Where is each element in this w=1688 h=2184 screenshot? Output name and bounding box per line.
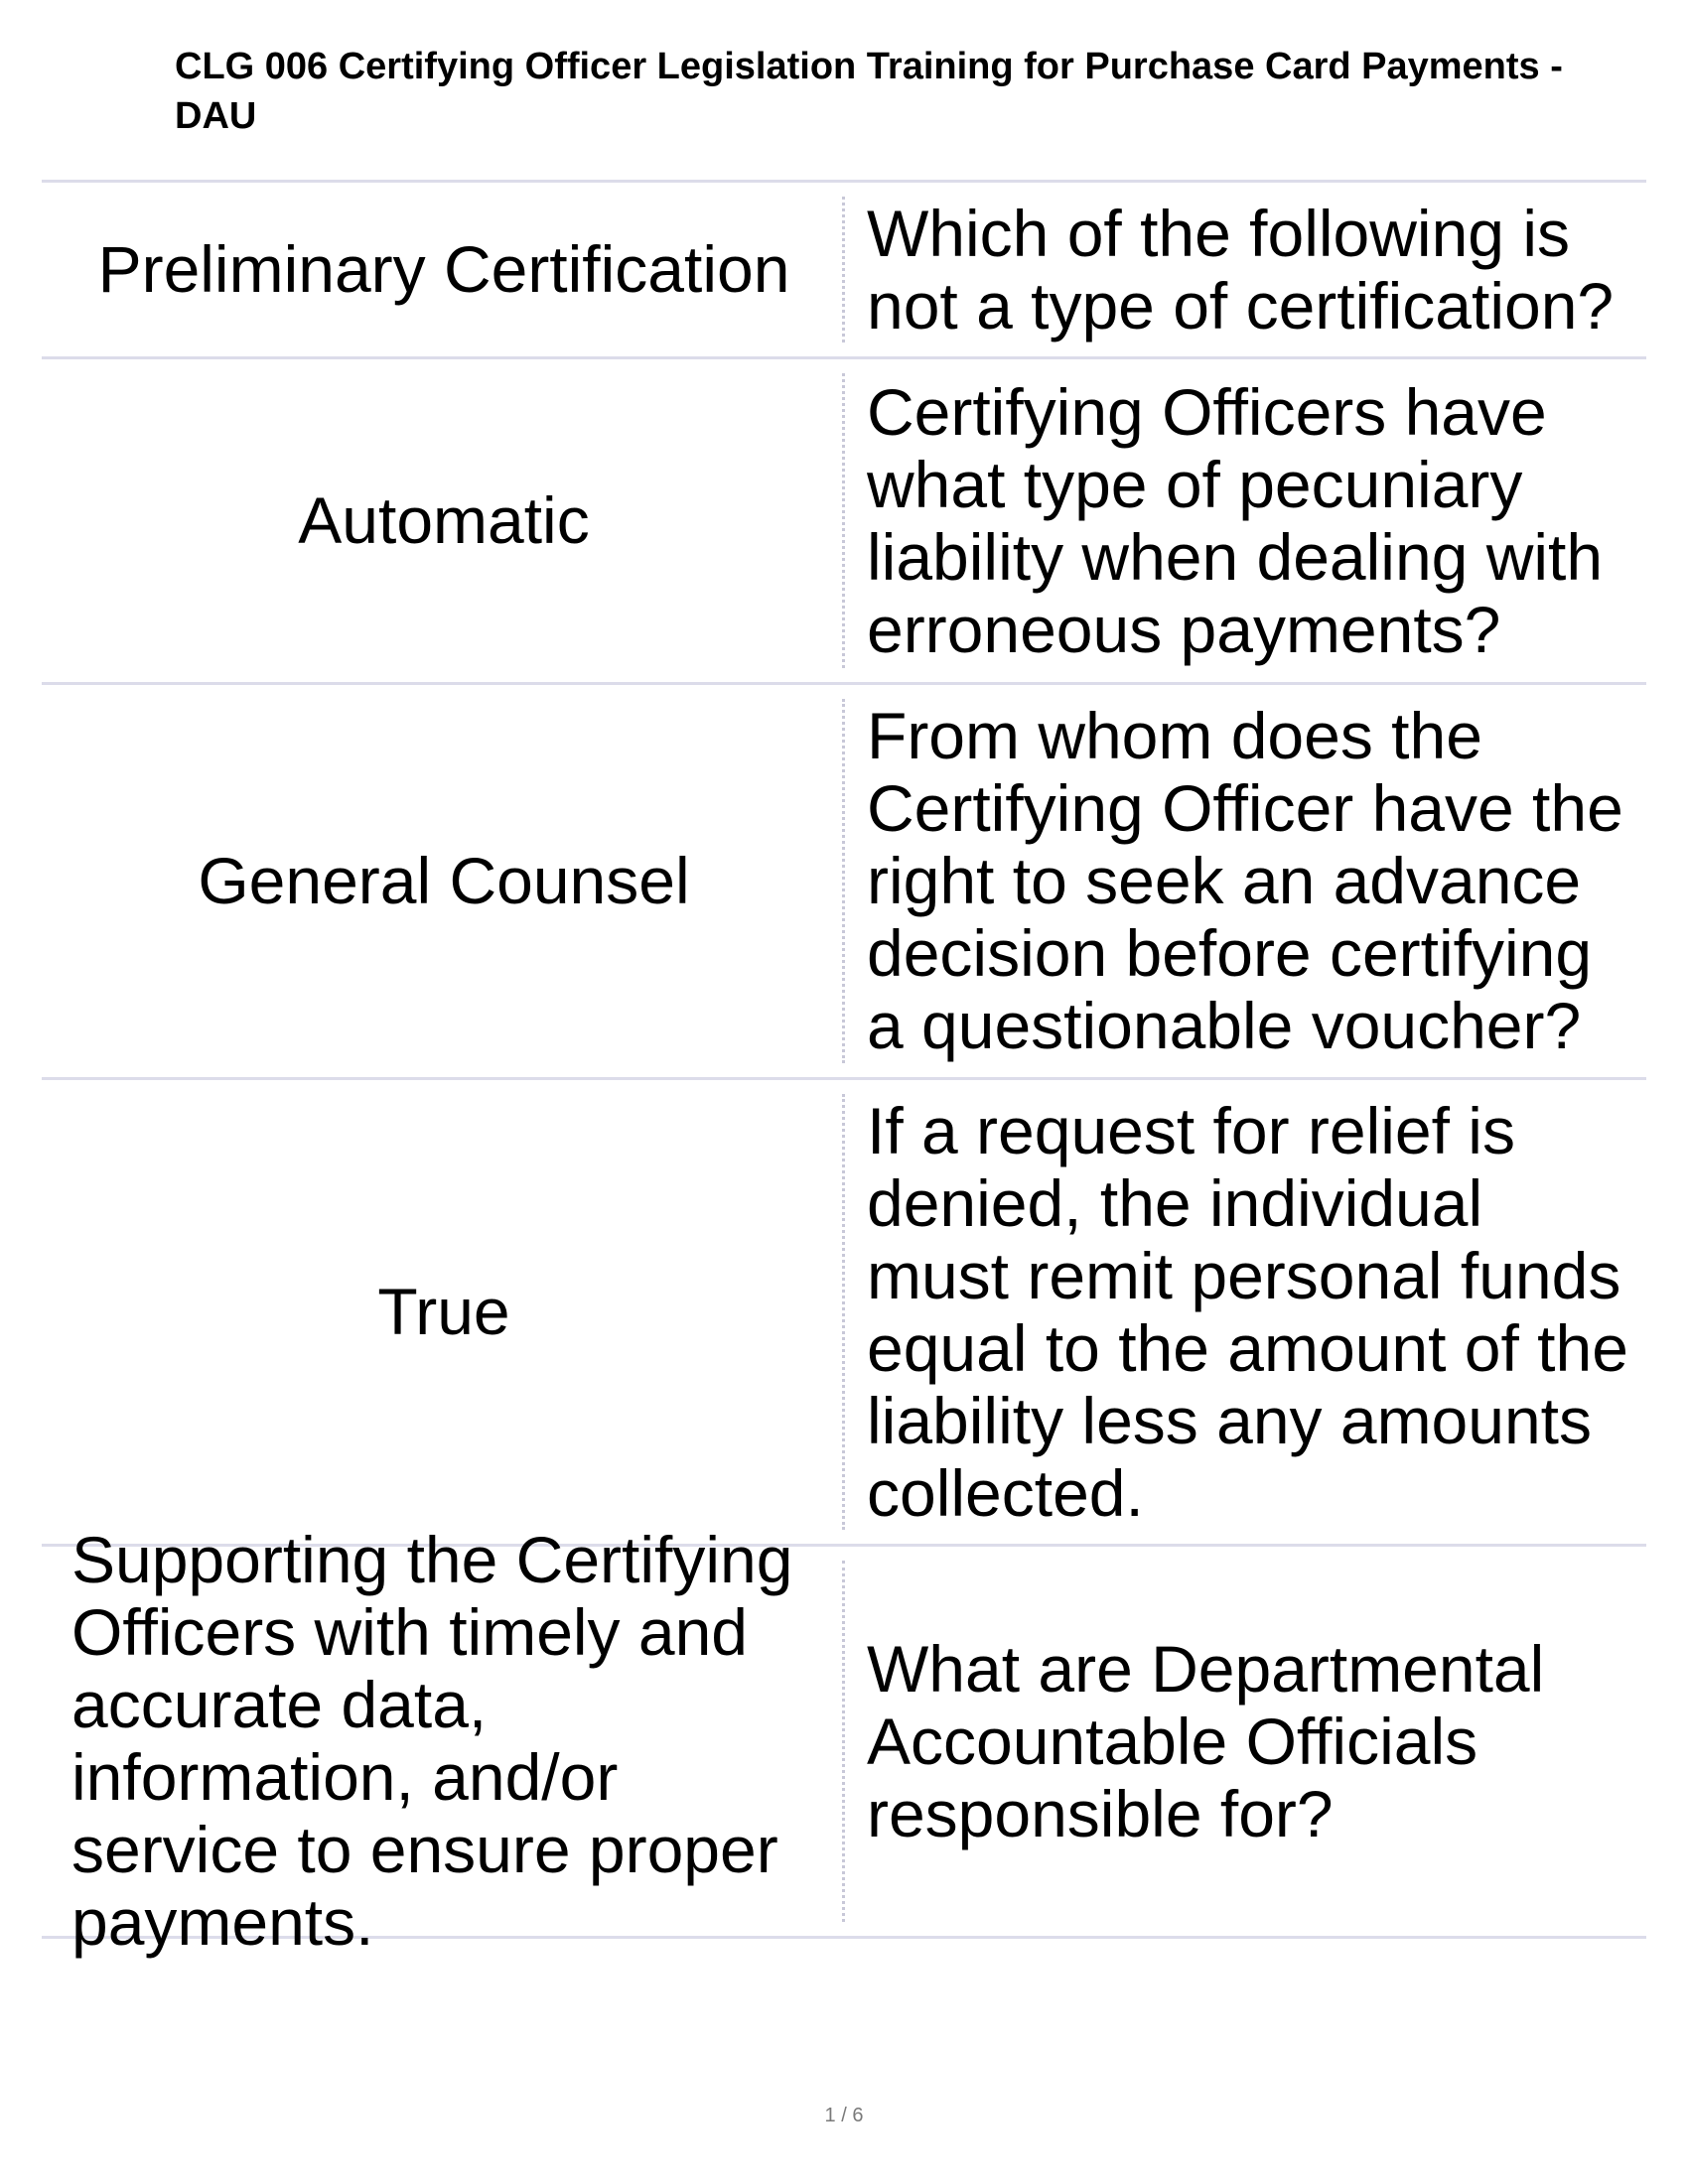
card-question-text: What are Departmental Accountable Officials responsible for? [867,1631,1545,1850]
card-answer [42,373,846,668]
flashcard [42,1523,1646,1959]
card-answer-text: Preliminary Certification [97,232,790,306]
card-answer [42,197,846,342]
flashcard [42,1077,1646,1544]
document-title: CLG 006 Certifying Officer Legislation Training for Purchase Card Payments -DAU [175,46,1563,137]
flashcard [42,180,1646,356]
card-answer [42,699,846,1063]
card-question [842,1561,1646,1922]
card-question [842,197,1646,342]
card-question-text: Certifying Officers have what type of pecuniary liability when dealing with erroneous payments? [867,374,1604,666]
card-answer [42,1523,846,1959]
card-answer-text: True [377,1275,510,1348]
card-answer-text: General Counsel [198,844,690,917]
card-question [842,1094,1646,1530]
card-question-text: Which of the following is not a type of certification? [867,196,1615,342]
card-question-text: From whom does the Certifying Officer have the right to seek an advance decision before certifying a questionable voucher? [867,699,1623,1062]
card-question [842,373,1646,668]
card-answer [42,1094,846,1530]
page-indicator: 1 / 6 [824,2105,864,2126]
flashcard [42,356,1646,682]
card-answer-text: Automatic [298,483,590,557]
flashcard [42,682,1646,1077]
card-question [842,699,1646,1063]
card-answer-text: Supporting the Certifying Officers with timely and accurate data, information, and/or service to ensure proper payments. [71,1523,793,1959]
card-question-text: If a request for relief is denied, the individual must remit personal funds equal to the amount of the liability less any amounts collected. [867,1093,1628,1530]
